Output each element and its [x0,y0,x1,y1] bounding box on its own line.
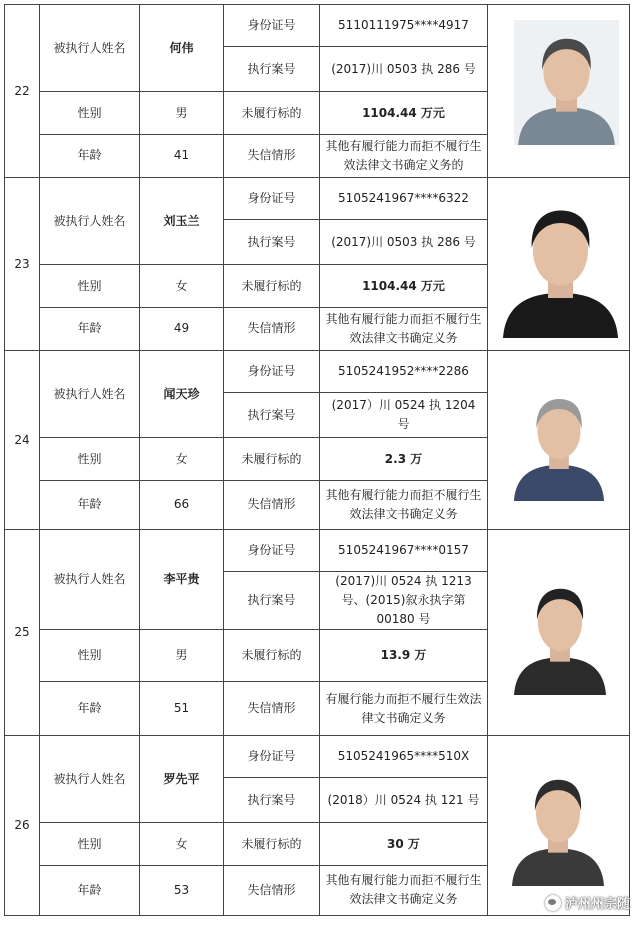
age-value: 51 [140,682,224,736]
amount-value: 30 万 [320,823,488,865]
photo-cell [488,736,630,916]
photo-cell [488,178,630,351]
id-number: 5110111975****4917 [320,5,488,47]
label-name: 被执行人姓名 [40,5,140,92]
label-age: 年龄 [40,480,140,529]
label-id: 身份证号 [224,530,320,572]
person-photo [498,188,623,338]
label-situation: 失信情形 [224,134,320,177]
case-number: (2018）川 0524 执 121 号 [320,778,488,823]
label-age: 年龄 [40,307,140,350]
person-name: 刘玉兰 [140,178,224,265]
dishonest-persons-table [4,4,630,916]
label-id: 身份证号 [224,351,320,393]
person-name: 何伟 [140,5,224,92]
person-name: 闻天珍 [140,351,224,438]
label-gender: 性别 [40,265,140,307]
photo-cell [488,351,630,530]
label-situation: 失信情形 [224,307,320,350]
situation-value: 有履行能力而拒不履行生效法律文书确定义务 [320,682,488,736]
person-photo [510,570,610,695]
label-case: 执行案号 [224,778,320,823]
gender-value: 男 [140,630,224,682]
record-number: 25 [5,530,40,736]
label-situation: 失信情形 [224,480,320,529]
label-age: 年龄 [40,865,140,915]
photo-cell [488,530,630,736]
age-value: 66 [140,480,224,529]
age-value: 49 [140,307,224,350]
label-gender: 性别 [40,630,140,682]
label-name: 被执行人姓名 [40,736,140,823]
amount-value: 1104.44 万元 [320,92,488,134]
case-number: (2017）川 0524 执 1204 号 [320,393,488,438]
portrait-graphic [510,570,610,695]
label-age: 年龄 [40,134,140,177]
label-id: 身份证号 [224,178,320,220]
portrait-graphic [498,188,623,338]
person-name: 罗先平 [140,736,224,823]
label-gender: 性别 [40,438,140,480]
case-number: (2017)川 0524 执 1213 号、(2015)叙永执字第 00180 号 [320,572,488,630]
label-id: 身份证号 [224,736,320,778]
label-amount: 未履行标的 [224,438,320,480]
watermark-text: 泸州州宗随 [564,897,630,912]
label-name: 被执行人姓名 [40,530,140,630]
record-number: 26 [5,736,40,916]
situation-value: 其他有履行能力而拒不履行生效法律文书确定义务的 [320,134,488,177]
label-age: 年龄 [40,682,140,736]
record-number: 24 [5,351,40,530]
person-photo [508,761,608,886]
gender-value: 女 [140,265,224,307]
id-number: 5105241965****510X [320,736,488,778]
situation-value: 其他有履行能力而拒不履行生效法律文书确定义务 [320,307,488,350]
gender-value: 女 [140,823,224,865]
case-number: (2017)川 0503 执 286 号 [320,220,488,265]
table-row [5,736,630,778]
situation-value: 其他有履行能力而拒不履行生效法律文书确定义务 [320,865,488,915]
label-amount: 未履行标的 [224,265,320,307]
label-case: 执行案号 [224,393,320,438]
age-value: 53 [140,865,224,915]
label-situation: 失信情形 [224,682,320,736]
label-name: 被执行人姓名 [40,351,140,438]
label-situation: 失信情形 [224,865,320,915]
label-amount: 未履行标的 [224,630,320,682]
label-gender: 性别 [40,823,140,865]
label-amount: 未履行标的 [224,92,320,134]
label-id: 身份证号 [224,5,320,47]
record-number: 22 [5,5,40,178]
person-name: 李平贵 [140,530,224,630]
label-gender: 性别 [40,92,140,134]
watermark [545,893,630,912]
portrait-graphic [510,381,608,501]
label-case: 执行案号 [224,47,320,92]
label-case: 执行案号 [224,220,320,265]
amount-value: 13.9 万 [320,630,488,682]
table-row [5,5,630,47]
id-number: 5105241967****0157 [320,530,488,572]
person-photo [510,381,608,501]
table-row [5,351,630,393]
age-value: 41 [140,134,224,177]
situation-value: 其他有履行能力而拒不履行生效法律文书确定义务 [320,480,488,529]
case-number: (2017)川 0503 执 286 号 [320,47,488,92]
id-number: 5105241952****2286 [320,351,488,393]
gender-value: 女 [140,438,224,480]
person-photo [514,20,619,145]
gender-value: 男 [140,92,224,134]
amount-value: 2.3 万 [320,438,488,480]
portrait-graphic [508,761,608,886]
wechat-icon [545,895,561,911]
id-number: 5105241967****6322 [320,178,488,220]
label-amount: 未履行标的 [224,823,320,865]
amount-value: 1104.44 万元 [320,265,488,307]
photo-cell [488,5,630,178]
table-row [5,530,630,572]
label-case: 执行案号 [224,572,320,630]
label-name: 被执行人姓名 [40,178,140,265]
record-number: 23 [5,178,40,351]
portrait-graphic [514,20,619,145]
table-row [5,178,630,220]
